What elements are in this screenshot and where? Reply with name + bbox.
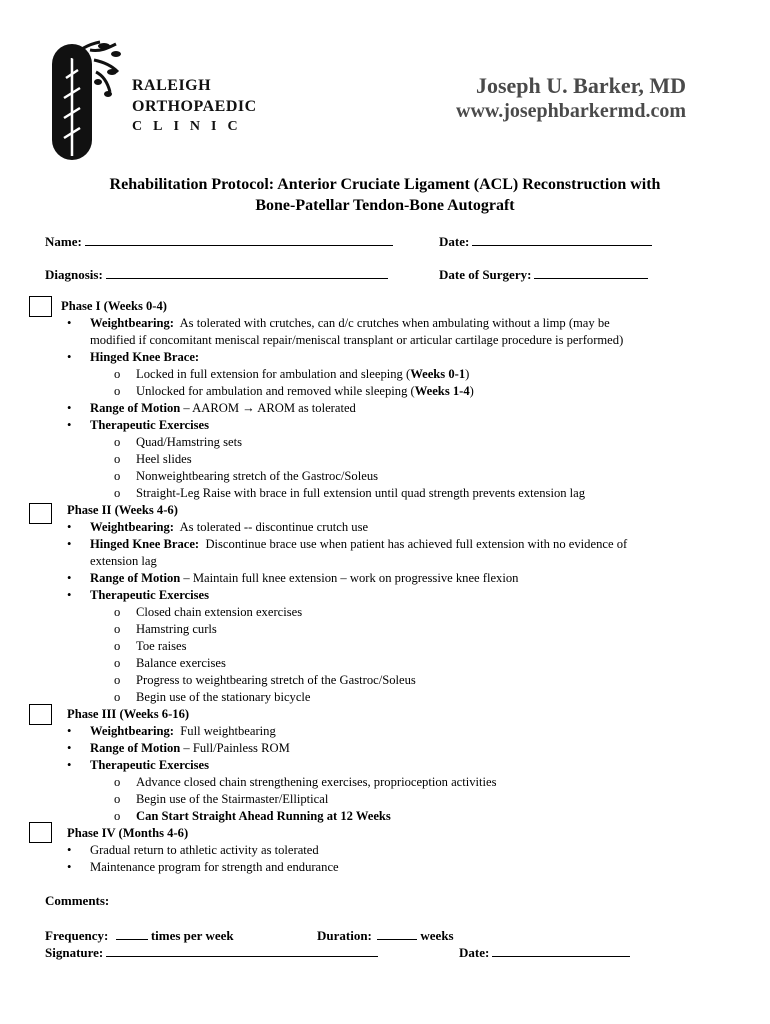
name-field[interactable] bbox=[45, 233, 393, 250]
bullet-icon: • bbox=[67, 520, 72, 534]
exercise-text: Nonweightbearing stretch of the Gastroc/Soleus bbox=[136, 469, 379, 483]
bullet-icon: • bbox=[67, 860, 72, 874]
exercise-text: Progress to weightbearing stretch of the Gastroc/Soleus bbox=[136, 673, 416, 687]
date-of-surgery-label: Date of Surgery: bbox=[439, 267, 532, 282]
bullet-icon: • bbox=[67, 758, 72, 772]
brace1-weeks: Weeks 0-1 bbox=[410, 367, 466, 381]
frequency-field[interactable] bbox=[45, 927, 234, 944]
sub-bullet-icon: o bbox=[114, 452, 121, 466]
rom-text: – Maintain full knee extension – work on progressive knee flexion bbox=[180, 571, 519, 585]
duration-field[interactable] bbox=[317, 927, 454, 944]
exercise-text: Balance exercises bbox=[136, 656, 226, 670]
name-label: Name: bbox=[45, 234, 82, 249]
sub-bullet-icon: o bbox=[114, 792, 121, 806]
frequency-line[interactable] bbox=[116, 927, 148, 940]
weightbearing-label: Weightbearing: bbox=[90, 520, 174, 534]
date-field[interactable] bbox=[439, 233, 652, 250]
bullet-icon: • bbox=[67, 418, 72, 432]
bullet-icon: • bbox=[67, 724, 72, 738]
rom-text: – Full/Painless ROM bbox=[180, 741, 290, 755]
brace-label: Hinged Knee Brace: bbox=[90, 537, 200, 551]
brace2-weeks: Weeks 1-4 bbox=[414, 384, 470, 398]
doctor-website: www.josephbarkermd.com bbox=[456, 100, 686, 122]
weightbearing-text-cont: modified if concomitant meniscal repair/meniscal transplant or articular cartilage procedure is performed) bbox=[90, 333, 624, 347]
phase3-heading: Phase III (Weeks 6-16) bbox=[67, 707, 190, 721]
signature-field[interactable] bbox=[45, 944, 378, 961]
bullet-icon: • bbox=[67, 401, 72, 415]
exercise-text: Straight-Leg Raise with brace in full extension until quad strength prevents extension lag bbox=[136, 486, 586, 500]
sub-bullet-icon: o bbox=[114, 775, 121, 789]
clinic-name-line3: CLINIC bbox=[132, 119, 249, 134]
exercise-text: Quad/Hamstring sets bbox=[136, 435, 242, 449]
comments-label: Comments: bbox=[45, 893, 110, 908]
bullet-icon: • bbox=[67, 588, 72, 602]
weightbearing-label: Weightbearing: bbox=[90, 316, 174, 330]
footer-date-label: Date: bbox=[459, 945, 490, 960]
rom-label: Range of Motion bbox=[90, 571, 181, 585]
exercise-text: Begin use of the Stairmaster/Elliptical bbox=[136, 792, 329, 806]
signature-line[interactable] bbox=[106, 944, 378, 957]
sub-bullet-icon: o bbox=[114, 367, 121, 381]
brace-label: Hinged Knee Brace: bbox=[90, 350, 200, 364]
frequency-label: Frequency: bbox=[45, 928, 109, 943]
diagnosis-label: Diagnosis: bbox=[45, 267, 103, 282]
footer-date-line[interactable] bbox=[492, 944, 630, 957]
name-line[interactable] bbox=[85, 233, 393, 246]
exercises-label: Therapeutic Exercises bbox=[90, 758, 210, 772]
phase3-checkbox[interactable] bbox=[29, 704, 52, 725]
sub-bullet-icon: o bbox=[114, 622, 121, 636]
clinic-name-line2: ORTHOPAEDIC bbox=[132, 98, 257, 115]
sub-bullet-icon: o bbox=[114, 384, 121, 398]
footer-date-field[interactable] bbox=[459, 944, 630, 961]
brace2-close: ) bbox=[469, 384, 474, 398]
sub-bullet-icon: o bbox=[114, 673, 121, 687]
frequency-unit: times per week bbox=[150, 928, 234, 943]
clinic-logo-icon bbox=[50, 38, 122, 162]
exercise-text: Advance closed chain strengthening exercises, proprioception activities bbox=[136, 775, 497, 789]
rom-label: Range of Motion bbox=[90, 401, 181, 415]
phase1-heading: Phase I (Weeks 0-4) bbox=[61, 299, 167, 313]
phase2-checkbox[interactable] bbox=[29, 503, 52, 524]
exercise-text: Hamstring curls bbox=[136, 622, 217, 636]
bullet-icon: • bbox=[67, 537, 72, 551]
weightbearing-text: Full weightbearing bbox=[180, 724, 276, 738]
phase1-checkbox[interactable] bbox=[29, 296, 52, 317]
bullet-icon: • bbox=[67, 316, 72, 330]
running-note: Can Start Straight Ahead Running at 12 Weeks bbox=[136, 809, 391, 823]
sub-bullet-icon: o bbox=[114, 469, 121, 483]
weightbearing-label: Weightbearing: bbox=[90, 724, 174, 738]
weightbearing-text: As tolerated with crutches, can d/c crutches when ambulating without a limp (may be bbox=[179, 316, 610, 330]
bullet-icon: • bbox=[67, 571, 72, 585]
doctor-name: Joseph U. Barker, MD bbox=[475, 73, 686, 98]
brace-text-cont: extension lag bbox=[90, 554, 157, 568]
exercise-text: Heel slides bbox=[136, 452, 192, 466]
diagnosis-field[interactable] bbox=[45, 266, 388, 283]
bullet-icon: • bbox=[67, 741, 72, 755]
exercise-text: Toe raises bbox=[136, 639, 187, 653]
exercise-text: Closed chain extension exercises bbox=[136, 605, 303, 619]
diagnosis-line[interactable] bbox=[106, 266, 388, 279]
exercises-label: Therapeutic Exercises bbox=[90, 418, 210, 432]
bullet-icon: • bbox=[67, 350, 72, 364]
duration-unit: weeks bbox=[420, 928, 454, 943]
sub-bullet-icon: o bbox=[114, 690, 121, 704]
exercises-label: Therapeutic Exercises bbox=[90, 588, 210, 602]
phase4-heading: Phase IV (Months 4-6) bbox=[67, 826, 189, 840]
document-title-line2: Bone-Patellar Tendon-Bone Autograft bbox=[255, 197, 515, 214]
brace1-close: ) bbox=[465, 367, 470, 381]
date-line[interactable] bbox=[472, 233, 652, 246]
phase2-heading: Phase II (Weeks 4-6) bbox=[67, 503, 178, 517]
brace-text: Discontinue brace use when patient has achieved full extension with no evidence of bbox=[205, 537, 628, 551]
sub-bullet-icon: o bbox=[114, 656, 121, 670]
signature-label: Signature: bbox=[45, 945, 104, 960]
phase4-item: Gradual return to athletic activity as tolerated bbox=[90, 843, 319, 857]
phase4-checkbox[interactable] bbox=[29, 822, 52, 843]
brace1-text: Locked in full extension for ambulation and sleeping ( bbox=[136, 367, 411, 381]
bullet-icon: • bbox=[67, 843, 72, 857]
phase4-item: Maintenance program for strength and endurance bbox=[90, 860, 339, 874]
date-of-surgery-line[interactable] bbox=[534, 266, 648, 279]
clinic-name-line1: RALEIGH bbox=[132, 77, 212, 94]
date-of-surgery-field[interactable] bbox=[439, 266, 648, 283]
duration-label: Duration: bbox=[317, 928, 372, 943]
brace2-text: Unlocked for ambulation and removed while sleeping ( bbox=[136, 384, 415, 398]
document-title-line1: Rehabilitation Protocol: Anterior Cruciate Ligament (ACL) Reconstruction with bbox=[109, 176, 661, 193]
rom-label: Range of Motion bbox=[90, 741, 181, 755]
sub-bullet-icon: o bbox=[114, 809, 121, 823]
sub-bullet-icon: o bbox=[114, 486, 121, 500]
sub-bullet-icon: o bbox=[114, 435, 121, 449]
sub-bullet-icon: o bbox=[114, 605, 121, 619]
date-label: Date: bbox=[439, 234, 470, 249]
exercise-text: Begin use of the stationary bicycle bbox=[136, 690, 311, 704]
rom-text: – AAROM → AROM as tolerated bbox=[180, 401, 356, 415]
weightbearing-text: As tolerated -- discontinue crutch use bbox=[179, 520, 369, 534]
duration-line[interactable] bbox=[377, 927, 417, 940]
sub-bullet-icon: o bbox=[114, 639, 121, 653]
